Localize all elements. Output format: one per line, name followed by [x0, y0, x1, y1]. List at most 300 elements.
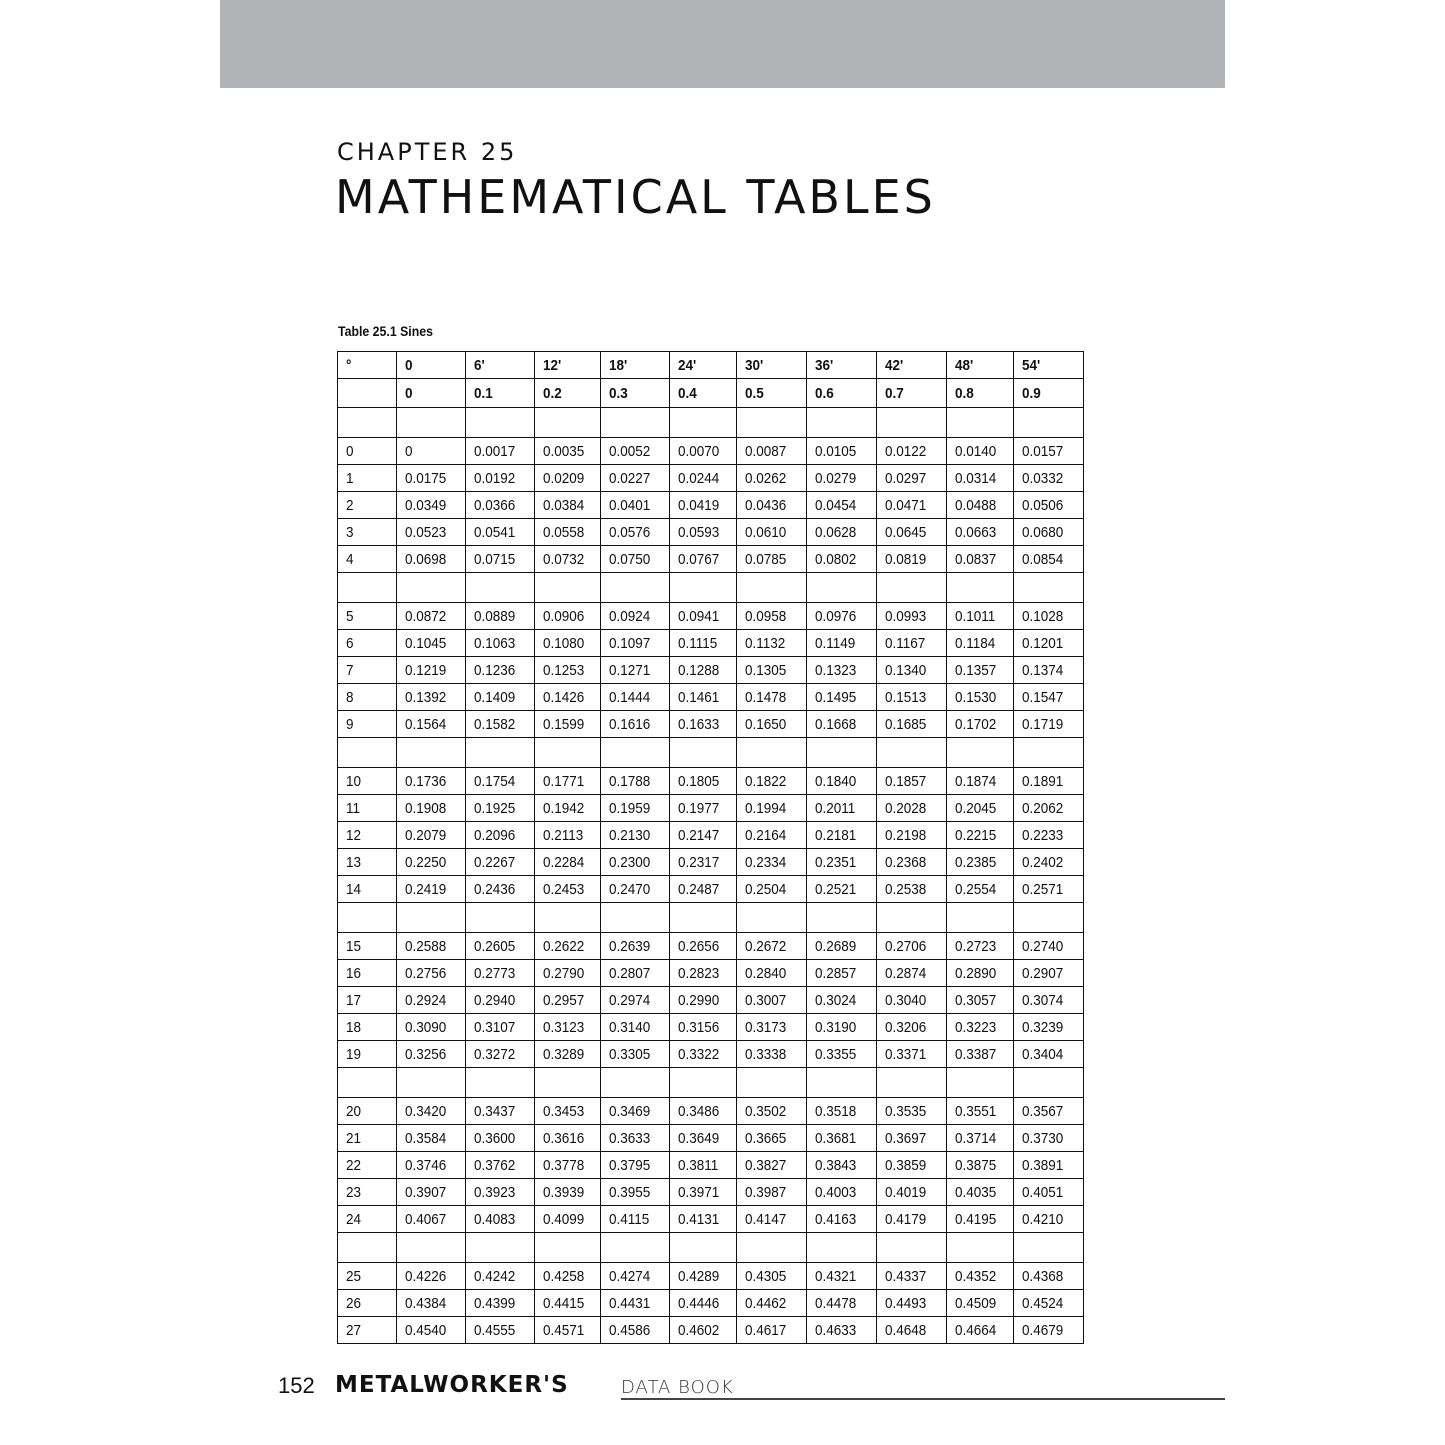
degree-cell-text: 18: [346, 1018, 362, 1036]
sine-value-cell-text: 0.1201: [1022, 634, 1064, 652]
degree-cell-text: 12: [346, 826, 362, 844]
sine-value-cell-text: 0.0663: [955, 523, 997, 541]
sine-value-cell-text: 0.1115: [678, 634, 718, 652]
degree-cell: [338, 960, 397, 987]
sine-value-cell-text: 0.1616: [609, 715, 651, 733]
sine-value-cell-text: 0.1599: [543, 715, 585, 733]
sine-value-cell: [737, 519, 807, 546]
sine-value-cell-text: 0.3239: [1022, 1018, 1064, 1036]
sine-value-cell-text: 0.2706: [885, 937, 927, 955]
sine-value-cell: [807, 768, 877, 795]
sine-value-cell-text: 0.3616: [543, 1129, 585, 1147]
sine-value-cell: [466, 1014, 535, 1041]
empty-cell: [601, 573, 670, 603]
sine-value-cell-text: 0.1219: [405, 661, 447, 679]
minutes-header-cell: [397, 352, 466, 379]
sine-value-cell-text: 0.2874: [885, 964, 927, 982]
sine-value-cell-text: 0.2181: [815, 826, 857, 844]
sine-value-cell: [807, 630, 877, 657]
sine-value-cell: [1014, 960, 1084, 987]
empty-cell: [670, 408, 737, 438]
sine-value-cell-text: 0.3859: [885, 1156, 927, 1174]
degree-cell: [338, 711, 397, 738]
decimal-header-cell: [601, 379, 670, 408]
degree-cell-text: 4: [346, 550, 354, 568]
empty-cell: [947, 1068, 1014, 1098]
sine-value-cell-text: 0.4633: [815, 1321, 857, 1339]
sine-value-cell: [1014, 684, 1084, 711]
sine-value-cell-text: 0.3502: [745, 1102, 787, 1120]
empty-cell: [1014, 1068, 1084, 1098]
degree-cell-text: 21: [346, 1129, 362, 1147]
sine-value-cell-text: 0.3600: [474, 1129, 516, 1147]
sine-value-cell: [737, 492, 807, 519]
sine-value-cell-text: 0.3987: [745, 1183, 787, 1201]
sine-value-cell: [397, 1317, 466, 1344]
minutes-header-cell: [877, 352, 947, 379]
sine-value-cell-text: 0.2840: [745, 964, 787, 982]
sine-value-cell: [877, 1290, 947, 1317]
empty-cell: [737, 573, 807, 603]
sine-value-cell-text: 0.3923: [474, 1183, 516, 1201]
sine-value-cell-text: 0.1236: [474, 661, 516, 679]
empty-cell: [877, 903, 947, 933]
sine-value-cell-text: 0.4337: [885, 1267, 927, 1285]
empty-cell: [466, 903, 535, 933]
sine-value-cell-text: 0.0209: [543, 469, 585, 487]
minutes-header-cell-text: 0: [405, 356, 413, 374]
sine-value-cell: [535, 1098, 601, 1125]
sine-value-cell-text: 0.3795: [609, 1156, 651, 1174]
empty-cell: [1014, 1233, 1084, 1263]
sine-value-cell: [601, 1206, 670, 1233]
empty-cell: [670, 1068, 737, 1098]
sine-value-cell: [737, 960, 807, 987]
sine-value-cell-text: 0.0314: [955, 469, 997, 487]
sine-value-cell-text: 0.0872: [405, 607, 447, 625]
sine-value-cell-text: 0.2957: [543, 991, 585, 1009]
sine-value-cell: [397, 603, 466, 630]
sine-value-cell: [670, 630, 737, 657]
chapter-label: CHAPTER 25: [337, 138, 518, 166]
sine-value-cell-text: 0.3355: [815, 1045, 857, 1063]
sine-value-cell-text: 0.4067: [405, 1210, 447, 1228]
sine-value-cell: [807, 603, 877, 630]
sine-value-cell: [947, 933, 1014, 960]
sine-value-cell-text: 0.2453: [543, 880, 585, 898]
empty-cell: [466, 1068, 535, 1098]
sine-value-cell: [737, 849, 807, 876]
sine-value-cell: [466, 1317, 535, 1344]
sine-value-cell-text: 0.3955: [609, 1183, 651, 1201]
sine-value-cell-text: 0.1925: [474, 799, 516, 817]
sine-value-cell-text: 0.1736: [405, 772, 447, 790]
sine-value-cell-text: 0.2790: [543, 964, 585, 982]
sine-value-cell: [397, 933, 466, 960]
table-row: [338, 876, 1084, 903]
sine-value-cell-text: 0.0332: [1022, 469, 1064, 487]
sine-value-cell-text: 0.0802: [815, 550, 857, 568]
sine-value-cell: [877, 1041, 947, 1068]
sine-value-cell-text: 0.2807: [609, 964, 651, 982]
sine-value-cell: [535, 603, 601, 630]
chapter-title: MATHEMATICAL TABLES: [335, 170, 936, 224]
sine-value-cell-text: 0.2351: [815, 853, 857, 871]
sine-value-cell: [947, 849, 1014, 876]
sine-value-cell-text: 0.2300: [609, 853, 651, 871]
table-row: [338, 849, 1084, 876]
sine-value-cell: [466, 933, 535, 960]
sine-value-cell-text: 0.2368: [885, 853, 927, 871]
sine-value-cell-text: 0.4384: [405, 1294, 447, 1312]
sine-value-cell: [466, 822, 535, 849]
table-row: [338, 546, 1084, 573]
sine-value-cell: [1014, 849, 1084, 876]
empty-cell: [877, 1233, 947, 1263]
sine-value-cell-text: 0.0854: [1022, 550, 1064, 568]
table-row: [338, 630, 1084, 657]
sine-value-cell: [466, 546, 535, 573]
degree-cell: [338, 438, 397, 465]
sine-value-cell: [670, 987, 737, 1014]
decimal-header-cell-text: 0: [405, 384, 413, 402]
sine-value-cell: [737, 1152, 807, 1179]
empty-cell: [338, 738, 397, 768]
sine-value-cell-text: 0.0628: [815, 523, 857, 541]
sine-value-cell-text: 0.4602: [678, 1321, 720, 1339]
degree-symbol-header-text: °: [346, 356, 352, 374]
sine-value-cell: [466, 465, 535, 492]
sine-value-cell-text: 0.0070: [678, 442, 720, 460]
sine-value-cell-text: 0.3762: [474, 1156, 516, 1174]
table-row: [338, 492, 1084, 519]
sine-value-cell-text: 0.0958: [745, 607, 787, 625]
sine-value-cell: [535, 438, 601, 465]
table-row: [338, 519, 1084, 546]
sine-value-cell-text: 0.1771: [543, 772, 585, 790]
sine-value-cell-text: 0.2857: [815, 964, 857, 982]
sine-value-cell-text: 0.1719: [1022, 715, 1064, 733]
spacer-row: [338, 1233, 1084, 1263]
empty-cell: [535, 573, 601, 603]
minutes-header-cell-text: 18': [609, 356, 628, 374]
sine-value-cell: [466, 960, 535, 987]
table-row: [338, 1179, 1084, 1206]
sine-value-cell: [670, 876, 737, 903]
sine-value-cell: [947, 876, 1014, 903]
sine-value-cell: [1014, 438, 1084, 465]
sine-value-cell: [397, 1041, 466, 1068]
sine-value-cell-text: 0.1478: [745, 688, 787, 706]
sine-value-cell: [601, 684, 670, 711]
sine-value-cell-text: 0.3584: [405, 1129, 447, 1147]
sine-value-cell: [947, 1179, 1014, 1206]
decimal-header-cell-text: 0.9: [1022, 384, 1041, 402]
sine-value-cell-text: 0.1374: [1022, 661, 1064, 679]
sine-value-cell: [466, 438, 535, 465]
sine-value-cell-text: 0.4051: [1022, 1183, 1064, 1201]
sine-value-cell-text: 0.4035: [955, 1183, 997, 1201]
sine-value-cell: [601, 1263, 670, 1290]
sine-value-cell: [807, 876, 877, 903]
sine-value-cell: [737, 1263, 807, 1290]
sine-value-cell: [535, 1290, 601, 1317]
degree-cell-text: 15: [346, 937, 362, 955]
sine-value-cell: [807, 1290, 877, 1317]
degree-cell: [338, 1317, 397, 1344]
sine-value-cell-text: 0.1253: [543, 661, 585, 679]
sine-value-cell-text: 0.1891: [1022, 772, 1064, 790]
degree-cell-text: 25: [346, 1267, 362, 1285]
sine-value-cell-text: 0.2079: [405, 826, 447, 844]
sine-value-cell: [397, 876, 466, 903]
sine-value-cell: [737, 1206, 807, 1233]
empty-cell: [947, 903, 1014, 933]
sine-value-cell-text: 0.0244: [678, 469, 720, 487]
sine-value-cell: [877, 795, 947, 822]
sine-value-cell-text: 0.2723: [955, 937, 997, 955]
sine-value-cell-text: 0.1444: [609, 688, 651, 706]
sine-value-cell-text: 0.0976: [815, 607, 857, 625]
sine-value-cell: [807, 684, 877, 711]
sine-value-cell-text: 0.3875: [955, 1156, 997, 1174]
sine-value-cell-text: 0.0837: [955, 550, 997, 568]
sine-value-cell: [466, 1179, 535, 1206]
sine-value-cell: [670, 711, 737, 738]
empty-cell: [1014, 408, 1084, 438]
sine-value-cell: [670, 1179, 737, 1206]
sine-value-cell: [397, 795, 466, 822]
sine-value-cell: [670, 1041, 737, 1068]
sine-value-cell-text: 0.4555: [474, 1321, 516, 1339]
empty-cell: [877, 573, 947, 603]
sine-value-cell-text: 0.1288: [678, 661, 720, 679]
empty-cell: [338, 1233, 397, 1263]
sine-value-cell: [535, 1125, 601, 1152]
sine-value-cell: [1014, 1098, 1084, 1125]
empty-cell: [947, 738, 1014, 768]
sine-value-cell-text: 0.0993: [885, 607, 927, 625]
sine-value-cell: [807, 1098, 877, 1125]
degree-cell: [338, 876, 397, 903]
sine-value-cell: [877, 768, 947, 795]
sine-value-cell-text: 0.0087: [745, 442, 787, 460]
sine-value-cell-text: 0.4226: [405, 1267, 447, 1285]
sine-value-cell: [1014, 1125, 1084, 1152]
sine-value-cell-text: 0.0192: [474, 469, 516, 487]
sine-value-cell: [535, 960, 601, 987]
footer-rule: [621, 1398, 1225, 1400]
degree-cell-text: 3: [346, 523, 354, 541]
decimal-header-cell: [535, 379, 601, 408]
sine-value-cell-text: 0.2198: [885, 826, 927, 844]
sine-value-cell: [397, 630, 466, 657]
sine-value-cell: [601, 657, 670, 684]
sine-value-cell: [807, 1206, 877, 1233]
sine-value-cell-text: 0.1513: [885, 688, 927, 706]
sine-value-cell-text: 0.4321: [815, 1267, 857, 1285]
sine-value-cell-text: 0.0279: [815, 469, 857, 487]
empty-cell: [535, 738, 601, 768]
empty-cell: [466, 573, 535, 603]
empty-cell: [535, 1233, 601, 1263]
degree-cell: [338, 1098, 397, 1125]
sine-value-cell: [397, 465, 466, 492]
minutes-header-cell-text: 42': [885, 356, 904, 374]
sine-value-cell: [397, 657, 466, 684]
sine-value-cell-text: 0.3322: [678, 1045, 720, 1063]
sine-value-cell-text: 0.4368: [1022, 1267, 1064, 1285]
sine-value-cell-text: 0.2028: [885, 799, 927, 817]
sine-value-cell-text: 0.0558: [543, 523, 585, 541]
sine-value-cell-text: 0.4352: [955, 1267, 997, 1285]
sine-value-cell: [601, 711, 670, 738]
sine-value-cell: [1014, 630, 1084, 657]
sine-value-cell: [670, 933, 737, 960]
table-row: [338, 465, 1084, 492]
empty-cell: [397, 1068, 466, 1098]
sine-value-cell-text: 0.1857: [885, 772, 927, 790]
sine-value-cell: [466, 519, 535, 546]
sine-value-cell: [1014, 1263, 1084, 1290]
sine-value-cell-text: 0.0297: [885, 469, 927, 487]
sine-value-cell-text: 0.0140: [955, 442, 997, 460]
sine-value-cell: [535, 987, 601, 1014]
sine-value-cell-text: 0.3778: [543, 1156, 585, 1174]
sine-value-cell: [947, 1263, 1014, 1290]
sine-value-cell: [737, 1014, 807, 1041]
sine-value-cell: [1014, 1179, 1084, 1206]
degree-cell: [338, 933, 397, 960]
sine-value-cell-text: 0.1685: [885, 715, 927, 733]
empty-cell: [1014, 903, 1084, 933]
sine-value-cell: [601, 795, 670, 822]
sine-value-cell-text: 0.3074: [1022, 991, 1064, 1009]
sine-value-cell-text: 0.2419: [405, 880, 447, 898]
sine-value-cell: [535, 768, 601, 795]
degree-cell: [338, 1152, 397, 1179]
table-row: [338, 1290, 1084, 1317]
degree-cell-text: 11: [346, 799, 361, 817]
sine-value-cell: [670, 1263, 737, 1290]
sine-value-cell-text: 0.1323: [815, 661, 857, 679]
empty-cell: [535, 1068, 601, 1098]
sine-value-cell: [466, 1152, 535, 1179]
sine-value-cell-text: 0.1063: [474, 634, 516, 652]
sine-value-cell: [466, 492, 535, 519]
empty-cell: [807, 1068, 877, 1098]
empty-cell: [601, 408, 670, 438]
sine-value-cell-text: 0.0645: [885, 523, 927, 541]
sine-value-cell: [1014, 657, 1084, 684]
sine-value-cell: [601, 1179, 670, 1206]
sine-value-cell: [670, 960, 737, 987]
sine-value-cell: [877, 630, 947, 657]
empty-cell: [1014, 573, 1084, 603]
empty-cell: [338, 1068, 397, 1098]
minutes-header-cell: [1014, 352, 1084, 379]
sine-value-cell: [1014, 768, 1084, 795]
sine-value-cell-text: 0.0227: [609, 469, 651, 487]
sine-value-cell: [737, 630, 807, 657]
sine-value-cell-text: 0.1184: [955, 634, 996, 652]
sine-value-cell: [807, 492, 877, 519]
sine-value-cell-text: 0.3090: [405, 1018, 447, 1036]
minutes-header-cell-text: 30': [745, 356, 764, 374]
minutes-header-cell: [535, 352, 601, 379]
sine-value-cell-text: 0.3633: [609, 1129, 651, 1147]
sine-value-cell: [737, 603, 807, 630]
sine-value-cell: [601, 933, 670, 960]
sine-value-cell-text: 0.0506: [1022, 496, 1064, 514]
sine-value-cell-text: 0.2622: [543, 937, 585, 955]
sine-value-cell: [1014, 603, 1084, 630]
sine-value-cell: [737, 465, 807, 492]
sine-value-cell-text: 0.1409: [474, 688, 516, 706]
sine-value-cell-text: 0.3107: [474, 1018, 516, 1036]
sine-value-cell-text: 0.0436: [745, 496, 787, 514]
sine-value-cell-text: 0.2907: [1022, 964, 1064, 982]
degree-cell: [338, 1125, 397, 1152]
sine-value-cell-text: 0.3453: [543, 1102, 585, 1120]
sine-value-cell-text: 0.0941: [678, 607, 720, 625]
sine-value-cell: [535, 657, 601, 684]
sine-value-cell: [397, 1263, 466, 1290]
empty-cell: [466, 408, 535, 438]
empty-cell: [466, 738, 535, 768]
table-row: [338, 1041, 1084, 1068]
sine-value-cell-text: 0.3173: [745, 1018, 787, 1036]
sine-value-cell-text: 0.1530: [955, 688, 997, 706]
degree-cell: [338, 1014, 397, 1041]
sine-value-cell: [1014, 822, 1084, 849]
sine-value-cell: [397, 519, 466, 546]
sine-value-cell: [947, 546, 1014, 573]
spacer-row: [338, 738, 1084, 768]
degree-cell-text: 26: [346, 1294, 362, 1312]
sine-value-cell: [877, 519, 947, 546]
sine-value-cell: [947, 1125, 1014, 1152]
degree-cell-text: 23: [346, 1183, 362, 1201]
empty-cell: [601, 738, 670, 768]
sine-value-cell-text: 0.3714: [955, 1129, 997, 1147]
sine-value-cell-text: 0.1357: [955, 661, 997, 679]
sine-value-cell: [947, 630, 1014, 657]
sine-value-cell: [947, 1041, 1014, 1068]
table-row: [338, 1014, 1084, 1041]
sine-value-cell-text: 0.0488: [955, 496, 997, 514]
empty-cell: [1014, 738, 1084, 768]
sine-value-cell: [466, 684, 535, 711]
sine-value-cell: [737, 1179, 807, 1206]
degree-cell-text: 16: [346, 964, 362, 982]
degree-cell-text: 1: [346, 469, 354, 487]
sine-value-cell-text: 0.3518: [815, 1102, 857, 1120]
sine-value-cell: [466, 603, 535, 630]
sine-value-cell-text: 0.3730: [1022, 1129, 1064, 1147]
sine-value-cell-text: 0.3223: [955, 1018, 997, 1036]
sine-value-cell-text: 0.0610: [745, 523, 787, 541]
sine-value-cell-text: 0.0924: [609, 607, 651, 625]
sine-value-cell-text: 0.1874: [955, 772, 997, 790]
degree-cell: [338, 1263, 397, 1290]
sine-value-cell: [807, 1014, 877, 1041]
sine-value-cell: [947, 657, 1014, 684]
sine-value-cell: [397, 684, 466, 711]
sine-value-cell: [807, 1041, 877, 1068]
sine-value-cell-text: 0.2689: [815, 937, 857, 955]
sine-value-cell-text: 0.4462: [745, 1294, 787, 1312]
